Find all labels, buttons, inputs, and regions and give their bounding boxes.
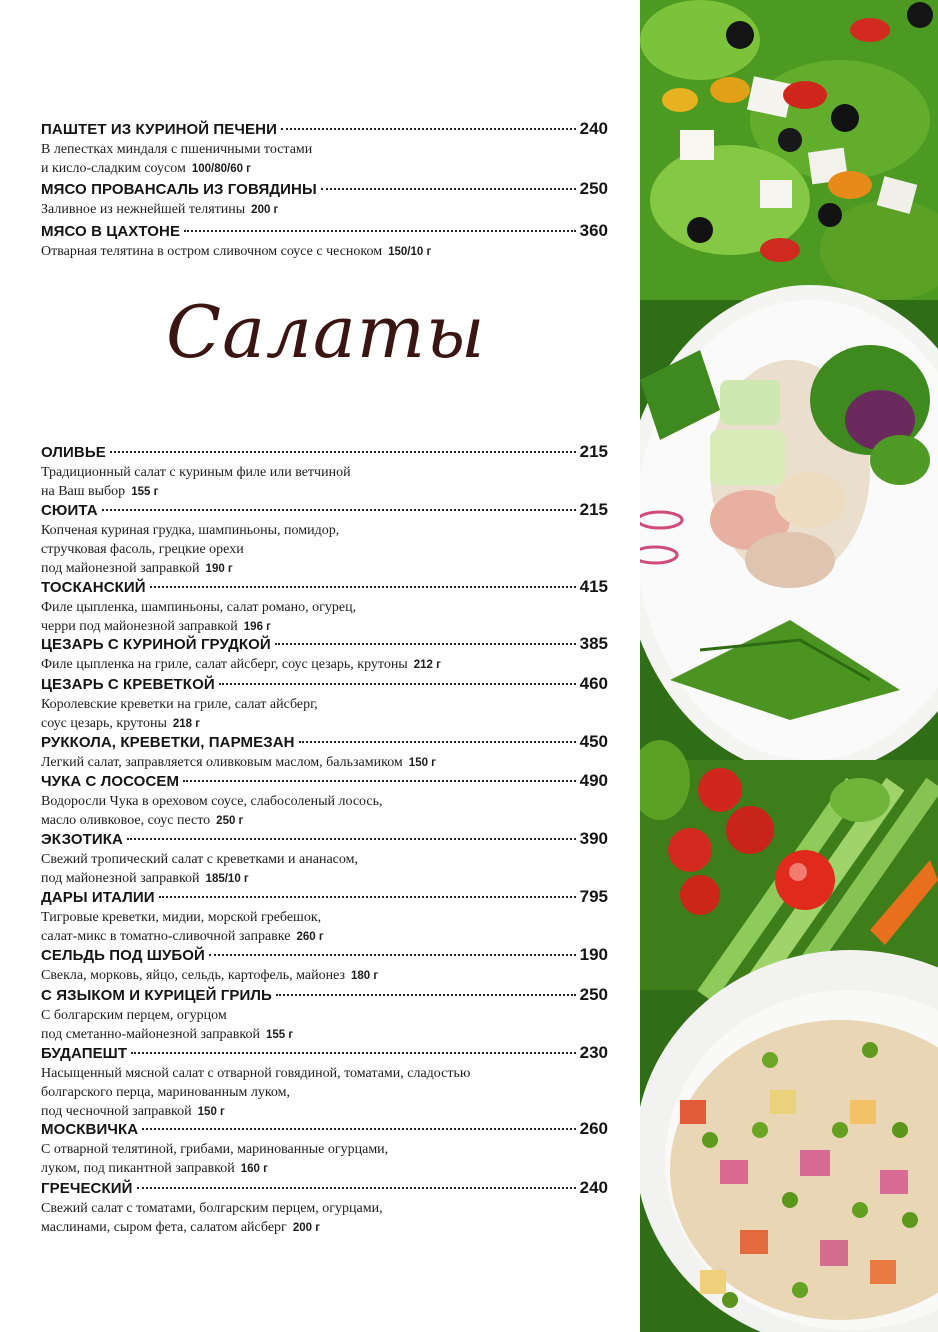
- menu-item: [41, 634, 608, 675]
- item-price: 240: [579, 1178, 608, 1197]
- menu-item: [41, 945, 608, 986]
- item-price: 230: [579, 1043, 608, 1062]
- item-name: ЭКЗОТИКА: [41, 831, 123, 848]
- item-desc: Филе цыпленка на гриле, салат айсберг, соус цезарь, крутоны: [41, 657, 408, 672]
- menu-item: [41, 732, 608, 773]
- dot-leader: [150, 586, 576, 588]
- item-price: 490: [579, 771, 608, 790]
- item-name: МЯСО В ЦАХТОНЕ: [41, 223, 181, 240]
- menu-item: [41, 674, 608, 734]
- item-weight: 155 г: [265, 1029, 294, 1041]
- item-name: С ЯЗЫКОМ И КУРИЦЕЙ ГРИЛЬ: [41, 987, 272, 1004]
- dot-leader: [281, 128, 576, 130]
- item-desc: Копченая куриная грудка, шампиньоны, помидор,: [41, 523, 340, 538]
- item-weight: 150 г: [197, 1106, 225, 1118]
- menu-item: [41, 442, 608, 502]
- item-name: ЧУКА С ЛОСОСЕМ: [41, 773, 180, 790]
- item-desc: под майонезной заправкой: [41, 871, 200, 886]
- item-desc: луком, под пикантной заправкой: [41, 1161, 235, 1176]
- menu-item: [41, 119, 608, 179]
- item-desc: В лепестках миндаля с пшеничными тостами: [41, 142, 313, 157]
- item-desc: Традиционный салат с куриным филе или ветчиной: [41, 465, 351, 480]
- dot-leader: [321, 188, 576, 190]
- item-desc: С отварной телятиной, грибами, маринованные огурцами,: [41, 1142, 389, 1157]
- item-name: ДАРЫ ИТАЛИИ: [41, 889, 155, 906]
- dot-leader: [159, 896, 576, 898]
- item-desc: салат-микс в томатно-сливочной заправке: [41, 929, 291, 944]
- item-desc: Свекла, морковь, яйцо, сельдь, картофель, майонез: [41, 968, 346, 983]
- menu-item: [41, 771, 608, 831]
- menu-item: [41, 1119, 608, 1179]
- item-desc: под чесночной заправкой: [41, 1104, 192, 1119]
- item-weight: 185/10 г: [205, 873, 249, 885]
- item-price: 360: [579, 221, 608, 240]
- item-desc: болгарского перца, маринованным луком,: [41, 1085, 291, 1100]
- item-name: ОЛИВЬЕ: [41, 444, 106, 461]
- item-weight: 218 г: [172, 718, 201, 730]
- item-desc: Водоросли Чука в ореховом соусе, слабосоленый лосось,: [41, 794, 383, 809]
- menu-item: [41, 985, 608, 1045]
- item-weight: 250 г: [216, 815, 244, 827]
- item-desc: Филе цыпленка, шампиньоны, салат романо, огурец,: [41, 600, 357, 615]
- dot-leader: [183, 780, 576, 782]
- menu-item: [41, 221, 608, 262]
- item-price: 390: [579, 829, 608, 848]
- item-price: 385: [579, 634, 608, 653]
- dot-leader: [131, 1052, 576, 1054]
- item-desc: под сметанно-майонезной заправкой: [41, 1027, 260, 1042]
- item-price: 215: [579, 500, 608, 519]
- dot-leader: [209, 954, 576, 956]
- menu-item: [41, 577, 608, 637]
- item-desc: Свежий тропический салат с креветками и ананасом,: [41, 852, 358, 867]
- item-desc: на Ваш выбор: [41, 484, 126, 499]
- item-desc: Отварная телятина в остром сливочном соусе с чесноком: [41, 244, 383, 259]
- item-desc: соус цезарь, крутоны: [41, 716, 167, 731]
- item-name: РУККОЛА, КРЕВЕТКИ, ПАРМЕЗАН: [41, 734, 295, 751]
- dot-leader: [299, 741, 576, 743]
- dot-leader: [219, 683, 576, 685]
- item-desc: под майонезной заправкой: [41, 561, 200, 576]
- item-desc: Королевские креветки на гриле, салат айсберг,: [41, 697, 318, 712]
- item-price: 250: [579, 179, 608, 198]
- item-weight: 212 г: [413, 659, 441, 671]
- dot-leader: [137, 1187, 576, 1189]
- item-name: ГРЕЧЕСКИЙ: [41, 1180, 133, 1197]
- item-weight: 196 г: [243, 621, 271, 633]
- dot-leader: [276, 994, 576, 996]
- menu-item: [41, 1043, 608, 1122]
- dot-leader: [110, 451, 576, 453]
- item-price: 260: [579, 1119, 608, 1138]
- item-price: 215: [579, 442, 608, 461]
- item-price: 415: [579, 577, 608, 596]
- item-desc: Свежий салат с томатами, болгарским перцем, огурцами,: [41, 1201, 383, 1216]
- item-desc: стручковая фасоль, грецкие орехи: [41, 542, 244, 557]
- item-desc: Легкий салат, заправляется оливковым маслом, бальзамиком: [41, 755, 403, 770]
- item-weight: 260 г: [296, 931, 324, 943]
- item-weight: 150/10 г: [388, 246, 432, 258]
- item-price: 250: [579, 985, 608, 1004]
- item-name: МЯСО ПРОВАНСАЛЬ ИЗ ГОВЯДИНЫ: [41, 181, 317, 198]
- item-name: СЕЛЬДЬ ПОД ШУБОЙ: [41, 947, 205, 964]
- item-desc: и кисло-сладким соусом: [41, 161, 186, 176]
- item-price: 190: [579, 945, 608, 964]
- item-desc: Насыщенный мясной салат с отварной говядиной, томатами, сладостью: [41, 1066, 471, 1081]
- item-price: 240: [579, 119, 608, 138]
- food-photo: [640, 0, 938, 1332]
- greek-salad-photo: [640, 0, 938, 300]
- menu-item: [41, 179, 608, 220]
- menu-item: [41, 829, 608, 889]
- item-weight: 100/80/60 г: [191, 163, 251, 175]
- item-desc: черри под майонезной заправкой: [41, 619, 238, 634]
- item-price: 460: [579, 674, 608, 693]
- item-desc: С болгарским перцем, огурцом: [41, 1008, 227, 1023]
- dot-leader: [127, 838, 576, 840]
- olivier-plate-photo: [640, 285, 938, 775]
- item-name: ЦЕЗАРЬ С КУРИНОЙ ГРУДКОЙ: [41, 636, 271, 653]
- menu-item: [41, 887, 608, 947]
- item-weight: 200 г: [251, 204, 279, 216]
- item-weight: 150 г: [408, 757, 436, 769]
- menu-item: [41, 500, 608, 579]
- dot-leader: [142, 1128, 575, 1130]
- item-desc: Заливное из нежнейшей телятины: [41, 202, 246, 217]
- item-desc: маслинами, сыром фета, салатом айсберг: [41, 1220, 287, 1235]
- dot-leader: [102, 509, 576, 511]
- item-weight: 160 г: [240, 1163, 268, 1175]
- item-name: МОСКВИЧКА: [41, 1121, 139, 1138]
- item-name: СЮИТА: [41, 502, 98, 519]
- dot-leader: [184, 230, 576, 232]
- item-name: ЦЕЗАРЬ С КРЕВЕТКОЙ: [41, 676, 215, 693]
- item-weight: 190 г: [205, 563, 233, 575]
- item-name: ТОСКАНСКИЙ: [41, 579, 146, 596]
- dot-leader: [275, 643, 576, 645]
- item-name: ПАШТЕТ ИЗ КУРИНОЙ ПЕЧЕНИ: [41, 121, 277, 138]
- item-desc: Тигровые креветки, мидии, морской гребешок,: [41, 910, 322, 925]
- menu-item: [41, 1178, 608, 1238]
- item-desc: масло оливковое, соус песто: [41, 813, 211, 828]
- item-weight: 180 г: [351, 970, 379, 982]
- item-price: 450: [579, 732, 608, 751]
- item-weight: 200 г: [292, 1222, 320, 1234]
- item-weight: 155 г: [131, 486, 159, 498]
- food-photo-strip: [640, 0, 938, 1332]
- item-price: 795: [579, 887, 608, 906]
- item-name: БУДАПЕШТ: [41, 1045, 128, 1062]
- section-title: Салаты: [166, 290, 486, 374]
